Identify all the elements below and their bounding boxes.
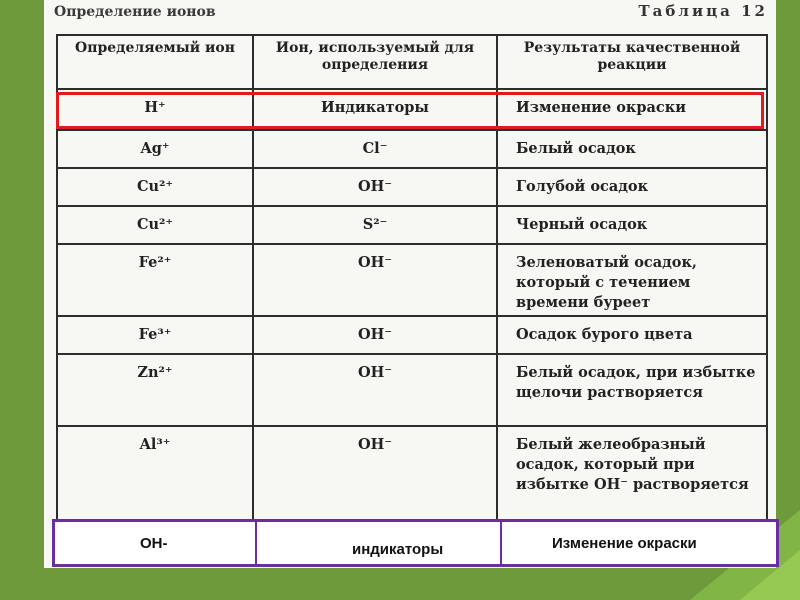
table-row <box>56 131 768 169</box>
cell-result: Голубой осадок <box>496 169 768 205</box>
highlight-frame <box>56 92 764 129</box>
table-row <box>56 245 768 317</box>
table-row <box>56 207 768 245</box>
scanned-table-page <box>44 0 776 568</box>
cell-reagent: Cl⁻ <box>252 131 496 167</box>
table-row <box>56 355 768 427</box>
cell-result: Белый желеобразный осадок, который при избытке OH⁻ растворяется <box>496 427 768 527</box>
cell-reagent: OH⁻ <box>252 169 496 205</box>
table-number-label: Таблица 12 <box>638 2 768 20</box>
cell-result: Зеленоватый осадок, который с течением времени буреет <box>496 245 768 315</box>
table-row <box>56 169 768 207</box>
cell-result: Белый осадок, при избытке щелочи растворяется <box>496 355 768 425</box>
header-ion: Определяемый ион <box>56 34 252 88</box>
table-caption: Определение ионов <box>54 4 216 20</box>
cell-ion: H⁺ <box>56 90 252 129</box>
cell-reagent: OH⁻ <box>252 355 496 425</box>
added-table-row <box>52 519 779 567</box>
header-reagent: Ион, используемый для определения <box>252 34 496 88</box>
added-cell-ion: OH- <box>140 535 168 552</box>
added-cell-reagent: индикаторы <box>255 522 500 564</box>
cell-result: Белый осадок <box>496 131 768 167</box>
cell-ion: Al³⁺ <box>56 427 252 527</box>
cell-reagent: S²⁻ <box>252 207 496 243</box>
cell-ion: Cu²⁺ <box>56 207 252 243</box>
cell-reagent: OH⁻ <box>252 427 496 527</box>
cell-ion: Cu²⁺ <box>56 169 252 205</box>
table-row <box>56 427 768 527</box>
table-row <box>56 317 768 355</box>
cell-reagent: Индикаторы <box>252 90 496 129</box>
added-cell-result: Изменение окраски <box>500 522 776 564</box>
header-result: Результаты качественной реакции <box>496 34 768 88</box>
cell-ion: Ag⁺ <box>56 131 252 167</box>
cell-reagent: OH⁻ <box>252 317 496 353</box>
cell-ion: Fe³⁺ <box>56 317 252 353</box>
cell-result: Черный осадок <box>496 207 768 243</box>
cell-reagent: OH⁻ <box>252 245 496 315</box>
cell-ion: Zn²⁺ <box>56 355 252 425</box>
cell-result: Осадок бурого цвета <box>496 317 768 353</box>
cell-result: Изменение окраски <box>496 90 768 129</box>
cell-ion: Fe²⁺ <box>56 245 252 315</box>
table-header-row <box>56 34 768 90</box>
